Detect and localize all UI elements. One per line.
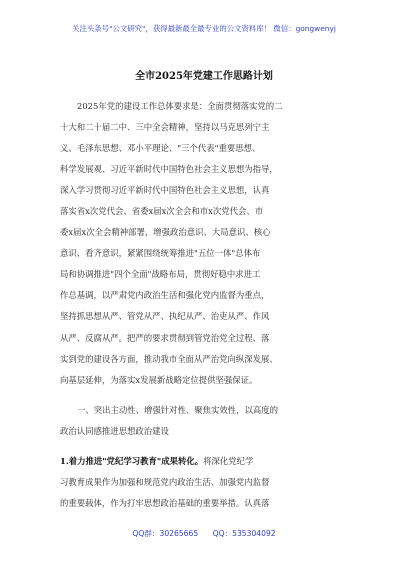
qq-number: QQ：535304092 bbox=[212, 529, 276, 538]
document-title: 全市2025年党建工作思路计划 bbox=[135, 71, 273, 82]
item-line: 习教育成果作为加强和规范党内政治生活、加强党内监督 bbox=[60, 476, 270, 487]
item-line: 的重要载体，作为打牢思想政治基础的重要举措。认真落 bbox=[60, 497, 270, 508]
paragraph-line: 义、毛泽东思想、邓小平理论、"三个代表"重要思想、 bbox=[60, 143, 261, 154]
paragraph-line: 向基层延伸，为落实x发展新战略定位提供坚强保证。 bbox=[60, 374, 258, 385]
paragraph-line: 意识、看齐意识，紧紧围绕统筹推进"五位一体"总体布 bbox=[60, 248, 261, 259]
paragraph-line: 落实省x次党代会、省委x届x次全会和市x次党代会、市 bbox=[60, 206, 264, 217]
paragraph-line: 委x届x次全会精神部署，增强政治意识、大局意识、核心 bbox=[60, 227, 271, 238]
item-heading-line bbox=[60, 451, 358, 472]
paragraph-line: 坚持抓思想从严、管党从严、执纪从严、治吏从严、作风 bbox=[60, 311, 270, 322]
paragraph-line: 实到党的建设各方面，推动我市全面从严治党向纵深发展、 bbox=[60, 353, 278, 364]
paragraph-line: 局和协调推进"四个全面"战略布局，贯彻好稳中求进工 bbox=[60, 269, 261, 280]
paragraph-general-requirements bbox=[60, 96, 358, 391]
paragraph-line: 科学发展观、习近平新时代中国特色社会主义思想为指导， bbox=[60, 164, 278, 175]
document-body bbox=[60, 96, 358, 514]
qq-group: QQ群：30265665 bbox=[132, 529, 199, 538]
promo-header: 关注头条号"公文研究"，获得最新最全最专业的公文资料库！ 微信：gongwenyj bbox=[72, 24, 336, 33]
paragraph-line: 十大和二十届二中、三中全会精神，坚持以马克思列宁主 bbox=[60, 122, 270, 133]
section-heading-1 bbox=[60, 400, 358, 442]
item-heading-rest: 将深化党纪学 bbox=[203, 455, 254, 466]
section-heading-line: 一、突出主动性、增强针对性、聚焦实效性，以高度的 bbox=[77, 404, 278, 415]
paragraph-line: 2025年党的建设工作总体要求是：全面贯彻落实党的二 bbox=[77, 101, 283, 111]
paragraph-line: 从严、反腐从严。把严的要求贯彻到管党治党全过程、落 bbox=[60, 332, 270, 343]
item-1 bbox=[60, 451, 358, 514]
section-heading-line: 政治认同感推进思想政治建设 bbox=[60, 425, 169, 436]
paragraph-line: 深入学习贯彻习近平新时代中国特色社会主义思想，认真 bbox=[60, 185, 270, 196]
item-heading: 1.着力推进"党纪学习教育"成果转化。 bbox=[60, 455, 204, 466]
contact-footer bbox=[0, 528, 408, 539]
paragraph-line: 作总基调，以严肃党内政治生活和强化党内监督为重点， bbox=[60, 290, 270, 301]
